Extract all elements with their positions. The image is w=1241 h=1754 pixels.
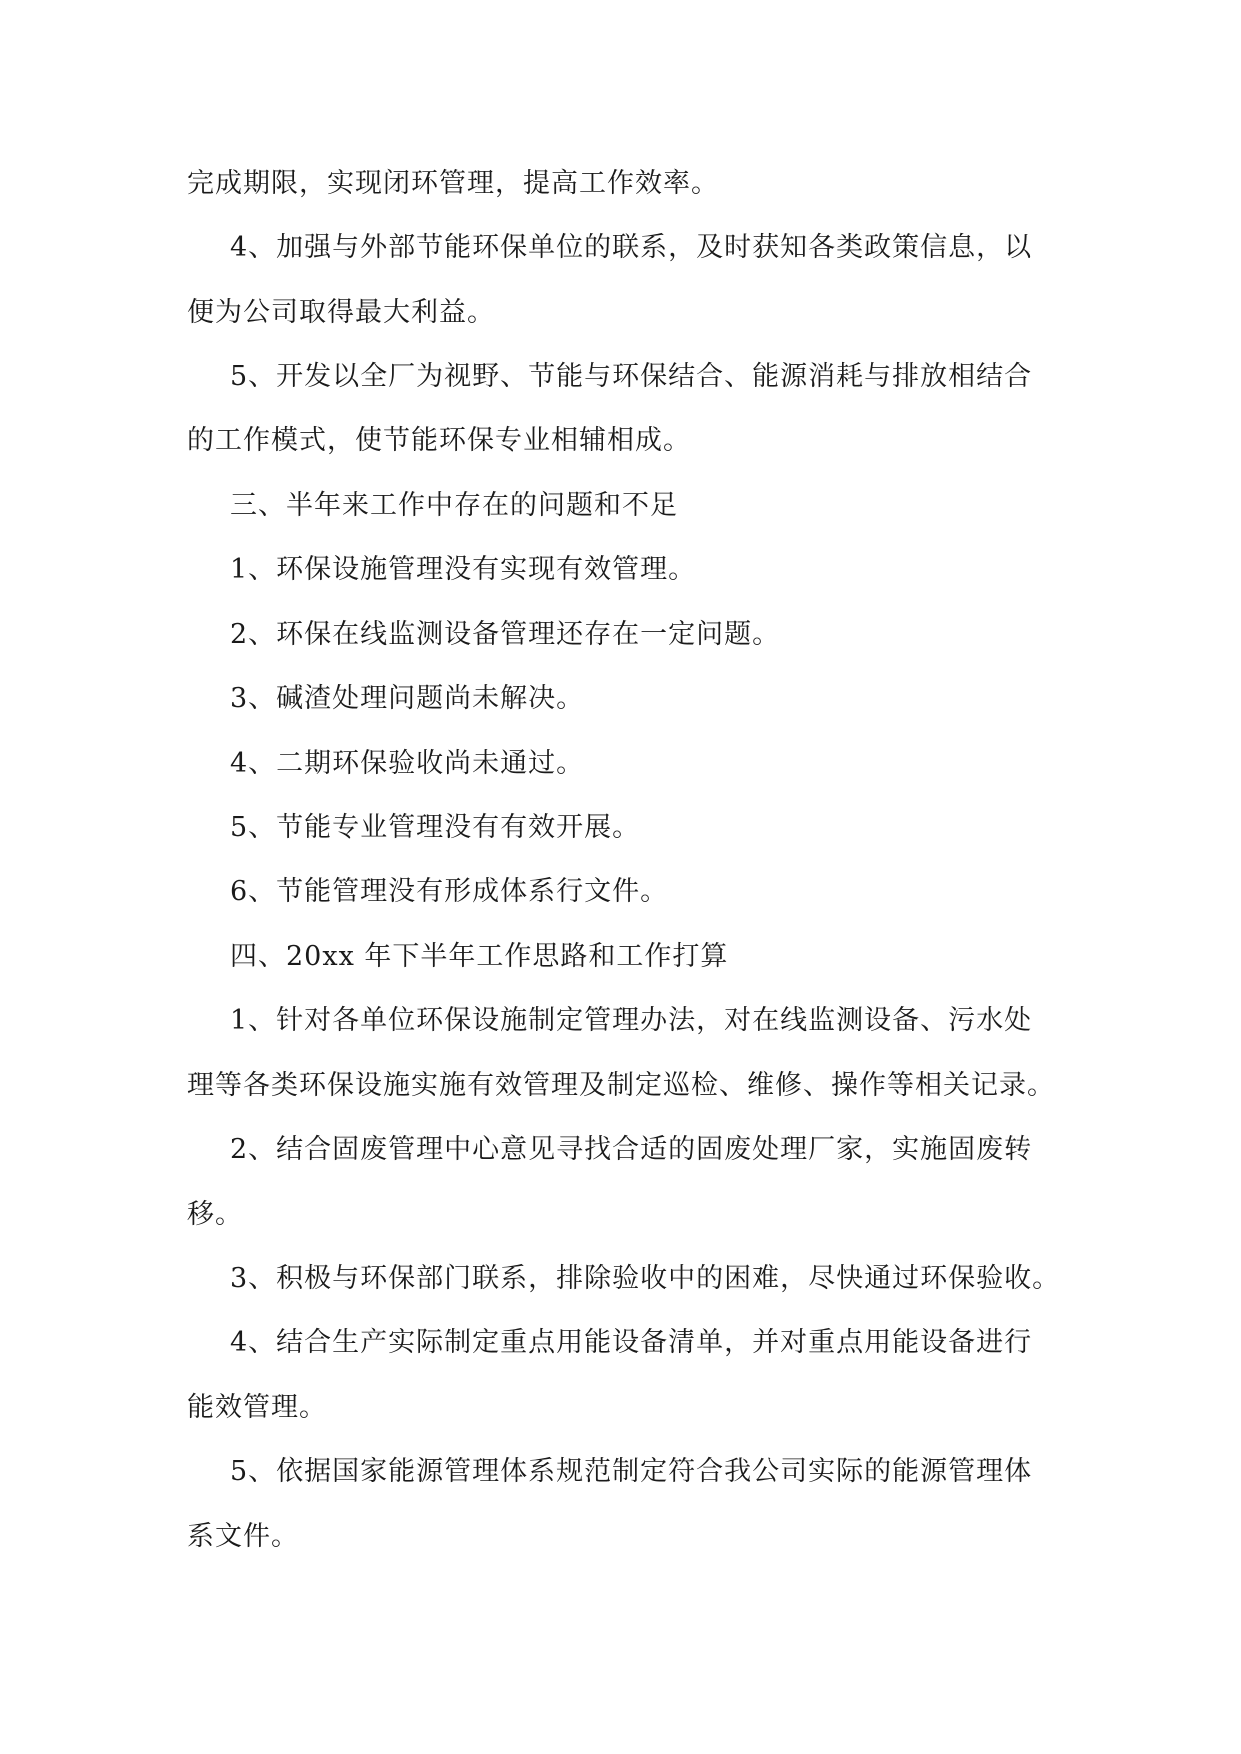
- list-item: 2、环保在线监测设备管理还存在一定问题。: [230, 619, 781, 650]
- section-heading: 四、20xx 年下半年工作思路和工作打算: [230, 941, 729, 972]
- paragraph-line: 1、针对各单位环保设施制定管理办法，对在线监测设备、污水处: [230, 1005, 1033, 1036]
- list-item: 5、节能专业管理没有有效开展。: [230, 812, 641, 843]
- paragraph-line: 5、开发以全厂为视野、节能与环保结合、能源消耗与排放相结合: [230, 361, 1033, 392]
- paragraph-line: 理等各类环保设施实施有效管理及制定巡检、维修、操作等相关记录。: [187, 1070, 1055, 1101]
- section-heading: 三、半年来工作中存在的问题和不足: [230, 490, 678, 521]
- paragraph-line: 的工作模式，使节能环保专业相辅相成。: [187, 425, 691, 456]
- list-item: 6、节能管理没有形成体系行文件。: [230, 876, 669, 907]
- paragraph-line: 移。: [187, 1199, 243, 1230]
- paragraph-line: 完成期限，实现闭环管理，提高工作效率。: [187, 168, 719, 199]
- list-item: 4、二期环保验收尚未通过。: [230, 748, 585, 779]
- paragraph-line: 便为公司取得最大利益。: [187, 297, 495, 328]
- paragraph-line: 系文件。: [187, 1521, 299, 1552]
- list-item: 3、碱渣处理问题尚未解决。: [230, 683, 585, 714]
- paragraph-line: 2、结合固废管理中心意见寻找合适的固废处理厂家，实施固废转: [230, 1134, 1033, 1165]
- paragraph-line: 3、积极与环保部门联系，排除验收中的困难，尽快通过环保验收。: [230, 1263, 1061, 1294]
- paragraph-line: 4、加强与外部节能环保单位的联系，及时获知各类政策信息，以: [230, 232, 1033, 263]
- paragraph-line: 4、结合生产实际制定重点用能设备清单，并对重点用能设备进行: [230, 1327, 1033, 1358]
- paragraph-line: 能效管理。: [187, 1392, 327, 1423]
- list-item: 1、环保设施管理没有实现有效管理。: [230, 554, 697, 585]
- paragraph-line: 5、依据国家能源管理体系规范制定符合我公司实际的能源管理体: [230, 1456, 1033, 1487]
